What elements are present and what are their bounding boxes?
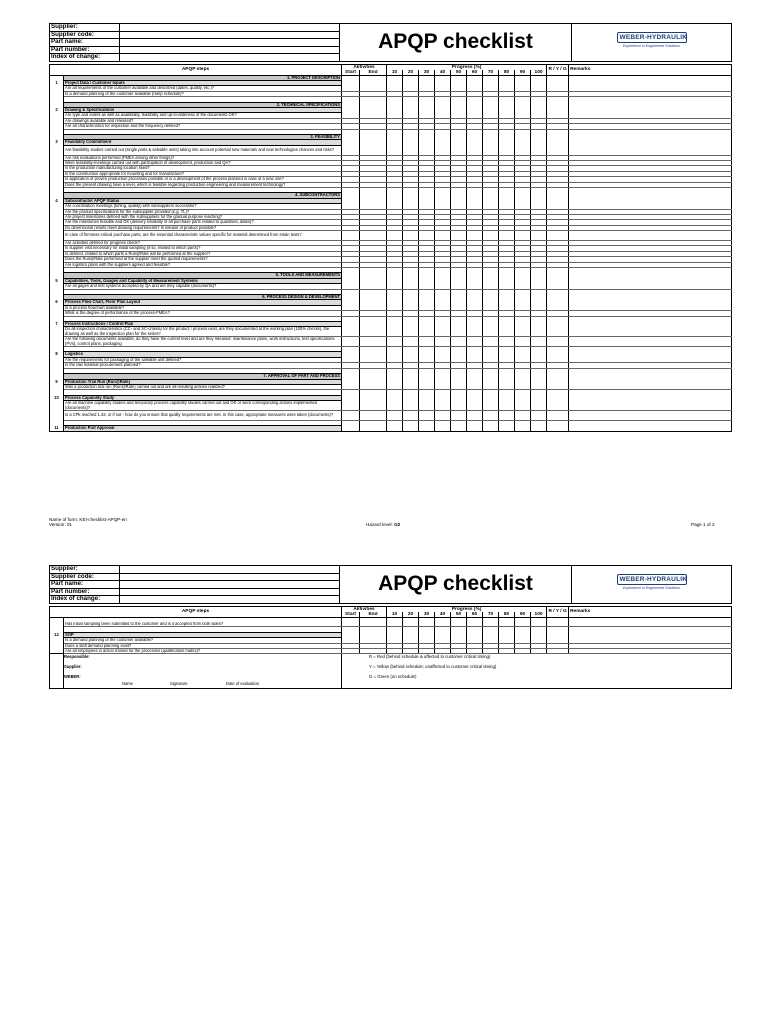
progress-step-header: 50 (451, 70, 467, 76)
progress-step-header: 60 (467, 612, 483, 618)
grid-cell[interactable] (403, 410, 419, 420)
activities-header: Aktivities (342, 606, 387, 612)
grid-cell[interactable] (342, 337, 360, 347)
question-text: Are logistics plans with the suppliers agreed and feasible? (64, 262, 342, 267)
grid-cell[interactable] (569, 648, 732, 653)
grid-cell[interactable] (419, 410, 435, 420)
subsection-title: Project Data / Customer Inputs (64, 80, 342, 85)
logo-tagline: Experience in Engineered Solutions (623, 586, 680, 591)
grid-cell[interactable] (531, 327, 547, 337)
question-text: Is the construction appropriate for mounting and for manufacture? (64, 171, 342, 176)
signature-block (64, 654, 342, 689)
hazard-value: G2 (394, 522, 401, 527)
step-number: 10 (50, 395, 64, 400)
grid-cell[interactable] (483, 648, 499, 653)
grid-cell[interactable] (515, 410, 531, 420)
grid-cell[interactable] (435, 337, 451, 347)
signature-table (49, 654, 732, 689)
grid-cell[interactable] (451, 410, 467, 420)
section-title: 6. PROCESS DESIGN & DEVELOPMENT (64, 295, 342, 300)
grid-cell[interactable] (547, 401, 569, 411)
subsection-title: Logistics (64, 352, 342, 357)
grid-cell[interactable] (360, 648, 387, 653)
grid-cell[interactable] (483, 401, 499, 411)
grid-cell[interactable] (342, 410, 360, 420)
responsible-label: Responsible: (64, 654, 90, 660)
step-number: 2 (50, 107, 64, 112)
grid-cell[interactable] (547, 337, 569, 347)
form-name: Name of form: KEI-checklist-APQP-en (49, 517, 127, 522)
form-version: Version: 01 (49, 522, 72, 527)
step-number: 8 (50, 352, 64, 357)
grid-cell[interactable] (451, 327, 467, 337)
grid-cell[interactable] (531, 337, 547, 347)
header-label: Index of change: (50, 54, 120, 62)
grid-cell[interactable] (499, 145, 515, 155)
grid-cell[interactable] (467, 410, 483, 420)
grid-cell[interactable] (387, 401, 403, 411)
grid-cell[interactable] (451, 401, 467, 411)
header-table (49, 23, 732, 62)
grid-cell[interactable] (569, 401, 732, 411)
subsection-title: SOP (64, 632, 342, 637)
question-row (50, 648, 732, 653)
question-text: Are feasibility studies carried out (single parts & saleable units) taking into account potential new materials and new technologies chances and risks? (64, 145, 342, 155)
progress-step-header: 30 (419, 70, 435, 76)
legend-yellow: Y = Yellow (behind schedule; unaffected to customer critical timing) (369, 664, 497, 670)
question-text: Was a production trial run (Run@Rate) carried out and are all resulting actions realized? (64, 384, 342, 389)
question-text: Are the product specifications for the subsupplier provided (e.g. TL)? (64, 209, 342, 214)
header-value-field[interactable] (120, 54, 340, 62)
progress-step-header: 80 (499, 70, 515, 76)
grid-cell[interactable] (515, 648, 531, 653)
step-number: 9 (50, 379, 64, 384)
grid-cell[interactable] (419, 648, 435, 653)
step-number: 1 (50, 80, 64, 85)
grid-cell[interactable] (569, 145, 732, 155)
grid-cell[interactable] (547, 648, 569, 653)
grid-cell[interactable] (403, 327, 419, 337)
grid-cell[interactable] (419, 337, 435, 347)
legend-green: G = Green (on schedule) (369, 674, 417, 680)
grid-cell[interactable] (419, 426, 435, 431)
supplier-sign-label: Supplier: (64, 664, 82, 670)
grid-cell[interactable] (435, 145, 451, 155)
document-title: APQP checklist (340, 24, 572, 62)
grid-cell[interactable] (499, 410, 515, 420)
grid-cell[interactable] (499, 337, 515, 347)
footer-hazard (366, 522, 400, 527)
grid-cell[interactable] (342, 145, 360, 155)
grid-cell[interactable] (387, 410, 403, 420)
grid-cell[interactable] (483, 231, 499, 241)
signature-label: Signature (170, 681, 188, 687)
question-text: Is the raw material procurement planned? (64, 363, 342, 368)
ryg-header: R / Y / G (547, 64, 569, 75)
grid-cell[interactable] (547, 231, 569, 241)
grid-cell[interactable] (387, 327, 403, 337)
logo-wordmark: WEBER-HYDRAULIK (617, 574, 687, 585)
grid-cell[interactable] (360, 401, 387, 411)
progress-step-header: 50 (451, 612, 467, 618)
step-number: 3 (50, 140, 64, 145)
grid-cell[interactable] (403, 231, 419, 241)
apqp-steps-header: APQP steps (50, 64, 342, 75)
step-number: 5 (50, 278, 64, 283)
step-number: 6 (50, 300, 64, 305)
grid-cell[interactable] (531, 410, 547, 420)
grid-cell[interactable] (467, 145, 483, 155)
grid-cell[interactable] (467, 327, 483, 337)
grid-cell[interactable] (342, 648, 360, 653)
ryg-header: R / Y / G (547, 606, 569, 617)
hazard-label: Hazard level: (366, 522, 395, 527)
grid-cell[interactable] (403, 648, 419, 653)
grid-cell[interactable] (483, 426, 499, 431)
grid-cell[interactable] (515, 401, 531, 411)
grid-cell[interactable] (483, 145, 499, 155)
start-header: Start (342, 70, 360, 76)
grid-cell[interactable] (531, 401, 547, 411)
grid-cell[interactable] (531, 426, 547, 431)
question-text: Are all machine capability studies and temporary process capability studies carried out and OK or were corresponding actions implemented (documents)? (64, 401, 342, 411)
grid-cell[interactable] (360, 426, 387, 431)
grid-cell[interactable] (451, 145, 467, 155)
question-text: Are all gages and test systems accepted by QA and are they capable (documents)? (64, 284, 342, 289)
question-text: Are activities defined for progress check? (64, 241, 342, 246)
header-value-field[interactable] (120, 573, 340, 581)
question-text: Does the Run@Rate performed at the supplier meet the quoted requirements? (64, 257, 342, 262)
progress-step-header: 60 (467, 70, 483, 76)
question-row (50, 145, 732, 155)
remarks-header: Remarks (569, 64, 732, 75)
header-label: Part number: (50, 46, 120, 54)
header-value-field[interactable] (120, 24, 340, 32)
question-text: Are all employees in action trained for the processes (qualification matrix)? (64, 648, 342, 653)
progress-header: Progress [%] (387, 64, 547, 70)
progress-step-header: 20 (403, 612, 419, 618)
grid-cell[interactable] (451, 337, 467, 347)
grid-cell[interactable] (419, 401, 435, 411)
grid-cell[interactable] (515, 426, 531, 431)
grid-cell[interactable] (483, 327, 499, 337)
header-value-field[interactable] (120, 39, 340, 47)
section-title: 3. FEASIBILITY (64, 134, 342, 139)
checklist-table (49, 606, 732, 655)
question-text: Has initial sampling been submitted to the customer and is it accepted from both sides? (64, 622, 342, 627)
grid-cell[interactable] (403, 145, 419, 155)
header-table (49, 565, 732, 604)
grid-cell[interactable] (499, 401, 515, 411)
grid-cell[interactable] (387, 337, 403, 347)
grid-cell[interactable] (387, 426, 403, 431)
subsection-title: Process Flow Chart, Floor Plan Layout (64, 300, 342, 305)
question-text: Are the milestones feasible and OK (delivery reliability of all purchase parts related to quantities, dates)? (64, 220, 342, 225)
weber-sign-label: WEBER: (64, 674, 81, 680)
question-row (50, 327, 732, 337)
logo-wordmark: WEBER-HYDRAULIK (617, 32, 687, 43)
section-title: 4. SUBCONTRACTORS (64, 193, 342, 198)
grid-cell[interactable] (515, 145, 531, 155)
end-header: End (360, 612, 387, 618)
question-text: Are drawings available and released? (64, 118, 342, 123)
header-label: Part name: (50, 39, 120, 47)
header-value-field[interactable] (120, 31, 340, 39)
question-text: Is a demand planning of the customer available? (64, 638, 342, 643)
grid-cell[interactable] (499, 231, 515, 241)
progress-step-header: 80 (499, 612, 515, 618)
step-number: 7 (50, 322, 64, 327)
grid-cell[interactable] (342, 426, 360, 431)
grid-cell[interactable] (435, 401, 451, 411)
question-text: Is a process flowchart available? (64, 305, 342, 310)
grid-cell[interactable] (342, 401, 360, 411)
subsection-row (50, 426, 732, 431)
question-text: Were feasibility-meetings carried out with participation of development, production and QA? (64, 160, 342, 165)
grid-cell[interactable] (547, 145, 569, 155)
step-number: 12 (50, 632, 64, 637)
grid-cell[interactable] (387, 231, 403, 241)
grid-cell[interactable] (515, 337, 531, 347)
header-value-field[interactable] (120, 588, 340, 596)
progress-step-header: 10 (387, 70, 403, 76)
grid-cell[interactable] (467, 337, 483, 347)
grid-cell[interactable] (451, 426, 467, 431)
question-text: Are risk evaluations performed (FMEA among other things)? (64, 155, 342, 160)
progress-header: Progress [%] (387, 606, 547, 612)
grid-cell[interactable] (419, 231, 435, 241)
grid-cell[interactable] (569, 410, 732, 420)
grid-cell[interactable] (499, 327, 515, 337)
grid-cell[interactable] (483, 410, 499, 420)
document-title: APQP checklist (340, 566, 572, 604)
question-row (50, 231, 732, 241)
grid-cell[interactable] (569, 337, 732, 347)
subsection-title: Production Trial Run (Run@Rate) (64, 379, 342, 384)
progress-step-header: 100 (531, 70, 547, 76)
header-value-field[interactable] (120, 46, 340, 54)
page-1 (49, 23, 731, 432)
subsection-title: Feasibility Commitment (64, 140, 342, 145)
question-text: In case of firmness-critical purchase parts, are the essential characteristic values specific for material determined from strain tests? (64, 231, 342, 241)
question-row (50, 337, 732, 347)
grid-cell[interactable] (387, 145, 403, 155)
header-label: Part number: (50, 588, 120, 596)
question-text: Is the production manufacturing location fixed? (64, 166, 342, 171)
header-value-field[interactable] (120, 581, 340, 589)
progress-step-header: 10 (387, 612, 403, 618)
question-text: Are all requirements of the customer available and described (dates, quality, etc.)? (64, 86, 342, 91)
question-text: Is application of proven production processes possible or is a development of the process planned in case of a new one? (64, 177, 342, 182)
section-title: 7. APPROVAL OF PART AND PROCESS (64, 374, 342, 379)
question-row (50, 410, 732, 420)
question-row (50, 401, 732, 411)
header-value-field[interactable] (120, 596, 340, 604)
grid-cell[interactable] (403, 337, 419, 347)
grid-cell[interactable] (531, 231, 547, 241)
grid-cell[interactable] (435, 327, 451, 337)
grid-cell[interactable] (435, 231, 451, 241)
activities-header: Aktivities (342, 64, 387, 70)
grid-cell[interactable] (360, 337, 387, 347)
question-text: Is a CPk reached 1.33, or if not - how do you ensure that quality requirements are met. In this case, appropriate measures were taken (documents)? (64, 410, 342, 420)
question-text: Is defined, related to which parts a Run@Rate will be performed at the supplier? (64, 251, 342, 256)
footer-page-number: Page 1 of 2 (691, 522, 715, 527)
apqp-steps-header: APQP steps (50, 606, 342, 617)
header-value-field[interactable] (120, 566, 340, 574)
grid-cell[interactable] (419, 327, 435, 337)
grid-cell[interactable] (387, 648, 403, 653)
grid-cell[interactable] (435, 426, 451, 431)
progress-step-header: 70 (483, 70, 499, 76)
date-label: Date of evaluation (226, 681, 259, 687)
grid-cell[interactable] (451, 231, 467, 241)
question-text: Are the requirements for packaging of the saleable unit defined? (64, 357, 342, 362)
header-label: Supplier code: (50, 31, 120, 39)
grid-cell[interactable] (547, 410, 569, 420)
question-text: Are project milestones defined with the subsuppliers for the gradual purpose reaching? (64, 215, 342, 220)
subsection-title: Process Instructions / Control Plan (64, 322, 342, 327)
grid-cell[interactable] (515, 231, 531, 241)
checklist-table (49, 64, 732, 432)
section-title: 1. PROJECT DESCRIPTION (64, 75, 342, 80)
question-text: Are coordination meetings (timing, quality) with subsuppliers successful? (64, 204, 342, 209)
question-text: Is a demand planning of the customer available (ramp schedule)? (64, 91, 342, 96)
header-label: Index of change: (50, 596, 120, 604)
header-label: Part name: (50, 581, 120, 589)
grid-cell[interactable] (342, 327, 360, 337)
grid-cell[interactable] (569, 231, 732, 241)
step-number: 11 (50, 426, 64, 431)
legend-block (342, 654, 732, 689)
grid-cell[interactable] (435, 410, 451, 420)
question-text: Does a staff demand planning exist? (64, 643, 342, 648)
progress-step-header: 30 (419, 612, 435, 618)
question-text: Are type and extent as well as availability, feasibility and up-to-dateness of the documents OK? (64, 113, 342, 118)
grid-cell[interactable] (360, 410, 387, 420)
grid-cell[interactable] (403, 401, 419, 411)
grid-cell[interactable] (467, 231, 483, 241)
grid-cell[interactable] (531, 145, 547, 155)
end-header: End (360, 70, 387, 76)
grid-cell[interactable] (360, 327, 387, 337)
grid-cell[interactable] (515, 327, 531, 337)
question-text: Is supplier visit necessary for initial sampling (if so, related to which parts)? (64, 246, 342, 251)
header-label: Supplier code: (50, 573, 120, 581)
grid-cell[interactable] (451, 648, 467, 653)
subsection-title: Capabilities, Tools, Gauges and Capability of Measurement Systems (64, 278, 342, 283)
logo-tagline: Experience in Engineered Solutions (623, 44, 680, 49)
question-text: Do all inspection characteristics (CC- and SC-criteria) for the product / process exist, are they documented at the working plan (100% checks), the drawing as well as the inspection plan for the series? (64, 327, 342, 337)
progress-step-header: 90 (515, 612, 531, 618)
grid-cell[interactable] (547, 426, 569, 431)
step-number: 4 (50, 198, 64, 203)
grid-cell[interactable] (569, 426, 732, 431)
name-label: Name (122, 681, 133, 687)
grid-cell[interactable] (467, 426, 483, 431)
grid-cell[interactable] (342, 231, 360, 241)
grid-cell[interactable] (531, 648, 547, 653)
page-2 (49, 565, 731, 689)
grid-cell[interactable] (547, 327, 569, 337)
subsection-title: Drawing & Specifications (64, 107, 342, 112)
section-title: 2. TECHNICAL SPECIFICATIONS (64, 102, 342, 107)
question-text: What is the degree of performance of the process-FMEA? (64, 311, 342, 316)
progress-step-header: 100 (531, 612, 547, 618)
legend-red: R = Red (behind schedule & affected to customer critical timing) (369, 654, 491, 660)
remarks-header: Remarks (569, 606, 732, 617)
grid-cell[interactable] (360, 231, 387, 241)
section-title: 5. TOOLS AND MEASUREMENTS (64, 273, 342, 278)
subsection-title: Subcontractor APQP Status (64, 198, 342, 203)
progress-step-header: 20 (403, 70, 419, 76)
company-logo (572, 24, 732, 62)
question-text: Are the following documents available, do they have the current level and are they released: maintenance plans, work instructions, test specifications (PVs), control plans, packaging (64, 337, 342, 347)
grid-cell[interactable] (403, 426, 419, 431)
subsection-title: Process Capability Study (64, 395, 342, 400)
grid-cell[interactable] (419, 145, 435, 155)
start-header: Start (342, 612, 360, 618)
subsection-title: Production Part Approval (64, 426, 342, 431)
header-label: Supplier: (50, 566, 120, 574)
grid-cell[interactable] (467, 648, 483, 653)
grid-cell[interactable] (483, 337, 499, 347)
grid-cell[interactable] (360, 145, 387, 155)
grid-cell[interactable] (467, 401, 483, 411)
grid-cell[interactable] (499, 648, 515, 653)
header-label: Supplier: (50, 24, 120, 32)
progress-step-header: 40 (435, 70, 451, 76)
grid-cell[interactable] (435, 648, 451, 653)
question-text: Does the present drawing have a level, which is feasible regarding production engineering and measurement technology? (64, 182, 342, 187)
progress-step-header: 40 (435, 612, 451, 618)
grid-cell[interactable] (499, 426, 515, 431)
progress-step-header: 70 (483, 612, 499, 618)
question-text: Are all characteristics for inspection and the frequency defined? (64, 124, 342, 129)
footer-form-name (49, 517, 127, 527)
progress-step-header: 90 (515, 70, 531, 76)
grid-cell[interactable] (569, 327, 732, 337)
question-text: Do dimensional results meet drawing requirements? Is release of product possible? (64, 225, 342, 230)
company-logo (572, 566, 732, 604)
